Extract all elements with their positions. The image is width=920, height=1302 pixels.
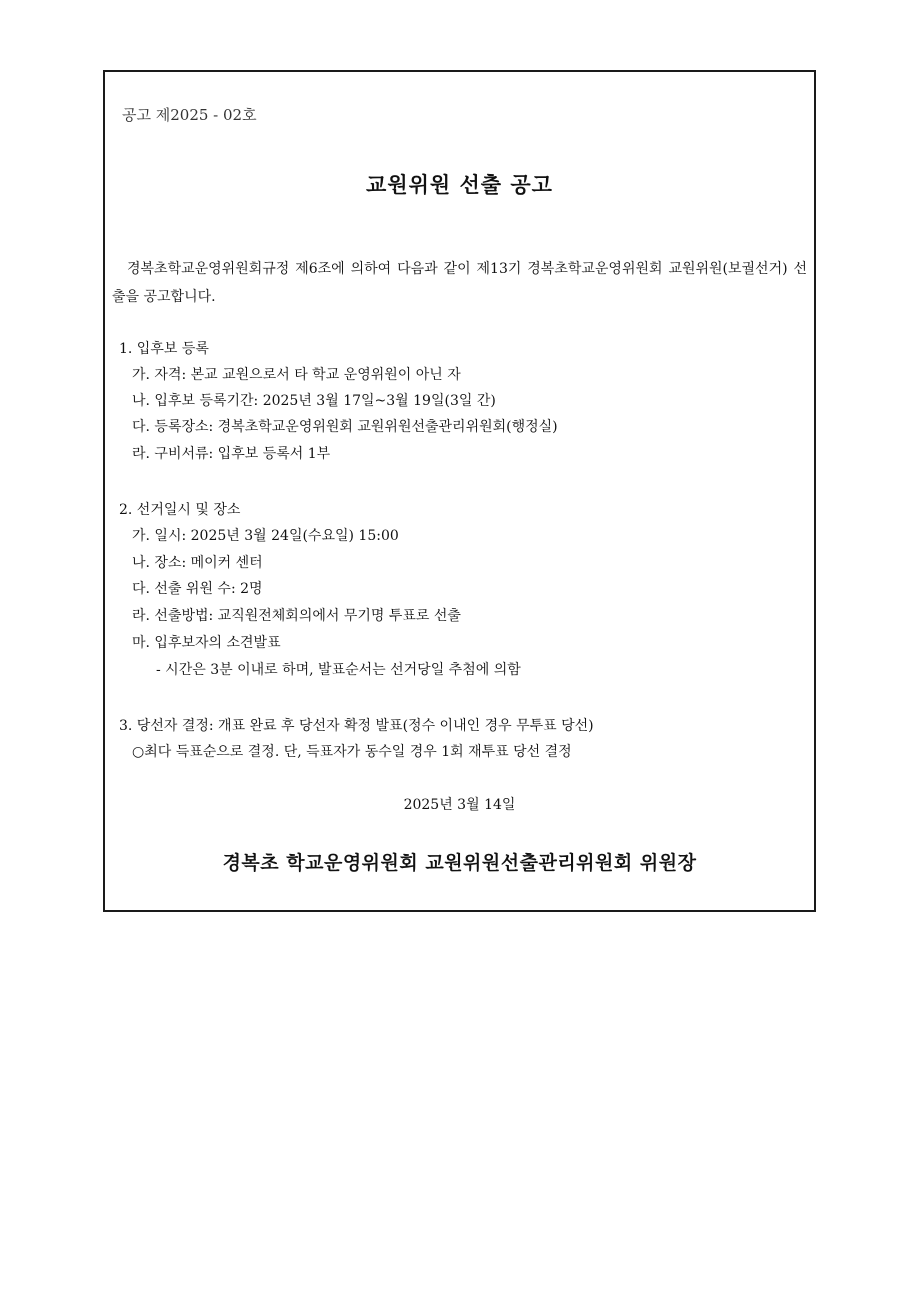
section-2-item-datetime: 가. 일시: 2025년 3월 24일(수요일) 15:00 <box>132 528 399 544</box>
section-2-item-member-count: 다. 선출 위원 수: 2명 <box>132 581 263 597</box>
section-2-item-method: 라. 선출방법: 교직원전체회의에서 무기명 투표로 선출 <box>132 608 461 624</box>
document-title: 교원위원 선출 공고 <box>366 172 553 197</box>
section-1-item-registration-place: 다. 등록장소: 경복초학교운영위원회 교원위원선출관리위원회(행정실) <box>132 419 558 435</box>
section-3-note: ○최다 득표순으로 결정. 단, 득표자가 동수일 경우 1회 재투표 당선 결정 <box>132 744 572 760</box>
intro-paragraph: 경복초학교운영위원회규정 제6조에 의하여 다음과 같이 제13기 경복초학교운영위원회 교원위원(보궐선거) 선출을 공고합니다. <box>112 261 807 305</box>
notice-number: 공고 제2025 - 02호 <box>122 106 257 124</box>
section-1-item-documents: 라. 구비서류: 입후보 등록서 1부 <box>132 446 331 462</box>
signature-line: 경복초 학교운영위원회 교원위원선출관리위원회 위원장 <box>222 852 697 874</box>
section-2-item-speech: 마. 입후보자의 소견발표 <box>132 635 281 651</box>
section-2-heading: 2. 선거일시 및 장소 <box>119 502 241 518</box>
section-2-speech-note: - 시간은 3분 이내로 하며, 발표순서는 선거당일 추첨에 의함 <box>156 662 521 678</box>
section-1-item-registration-period: 나. 입후보 등록기간: 2025년 3월 17일~3월 19일(3일 간) <box>132 393 496 409</box>
section-2-item-place: 나. 장소: 메이커 센터 <box>132 555 263 571</box>
section-3-heading: 3. 당선자 결정: 개표 완료 후 당선자 확정 발표(정수 이내인 경우 무투표 당선) <box>119 718 594 734</box>
announcement-date: 2025년 3월 14일 <box>403 797 516 813</box>
section-1-heading: 1. 입후보 등록 <box>119 341 209 357</box>
section-1-item-qualification: 가. 자격: 본교 교원으로서 타 학교 운영위원이 아닌 자 <box>132 367 461 383</box>
notice-frame <box>103 70 816 912</box>
